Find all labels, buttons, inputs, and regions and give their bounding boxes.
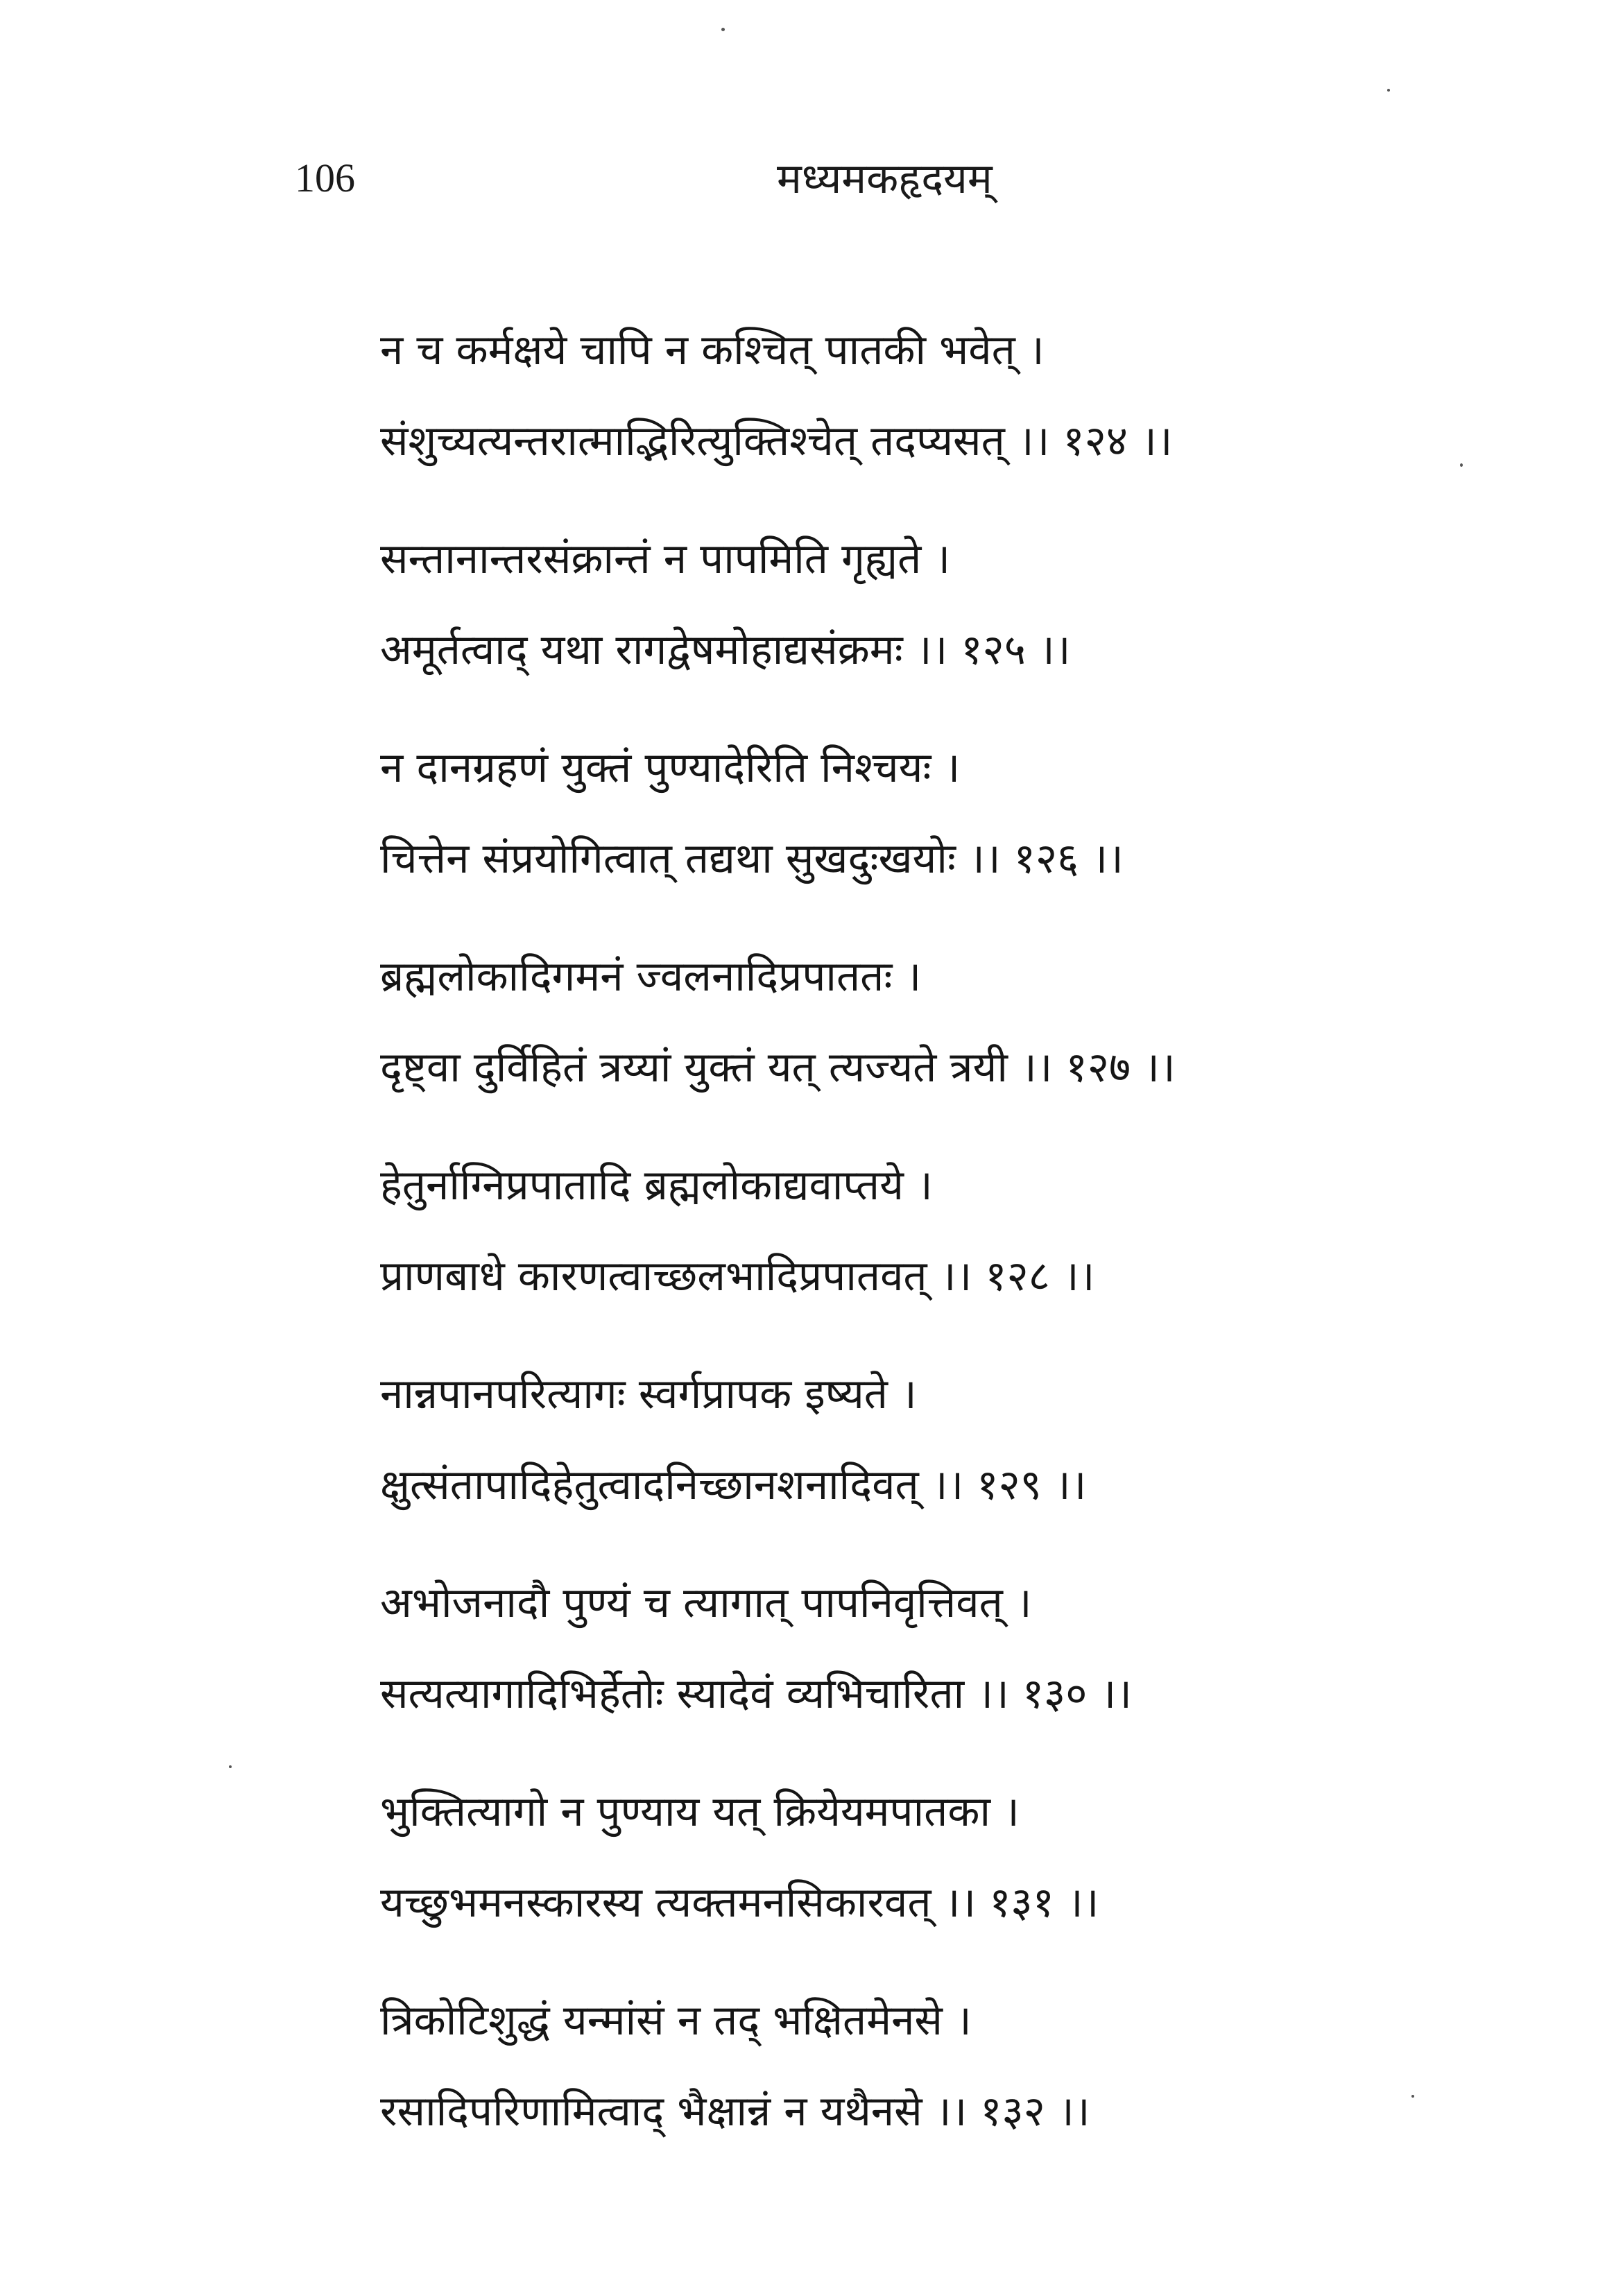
- verse-line: ब्रह्मलोकादिगमनं ज्वलनादिप्रपाततः ।: [380, 952, 922, 1001]
- verse-131: [380, 1767, 1462, 1976]
- verse-line: त्रिकोटिशुद्धं यन्मांसं न तद् भक्षितमेनसे ।: [380, 1996, 972, 2045]
- scan-speck: [1411, 2095, 1414, 2098]
- running-title: मध्यमकहृदयम्: [777, 155, 993, 203]
- scan-speck: [721, 28, 725, 31]
- verse-126: [380, 723, 1462, 932]
- verse-line: सन्तानान्तरसंक्रान्तं न पापमिति गृह्यते ।: [380, 535, 951, 583]
- verse-line: सत्यत्यागादिभिर्हेतोः स्यादेवं व्यभिचारिता ।। १३० ।।: [380, 1670, 1132, 1718]
- verse-line: यच्छुभमनस्कारस्य त्यक्तमनसिकारवत् ।। १३१ ।।: [380, 1878, 1099, 1927]
- verse-130: [380, 1558, 1462, 1767]
- verse-line: प्राणबाधे कारणत्वाच्छलभादिप्रपातवत् ।। १२८ ।।: [380, 1252, 1095, 1301]
- verse-line: दृष्ट्वा दुर्विहितं त्रय्यां युक्तं यत् त्यज्यते त्रयी ।। १२७ ।।: [380, 1043, 1176, 1092]
- verse-line: नान्नपानपरित्यागः स्वर्गप्रापक इष्यते ।: [380, 1370, 917, 1419]
- verse-128: [380, 1140, 1462, 1349]
- verse-125: [380, 514, 1462, 723]
- verse-129: [380, 1349, 1462, 1558]
- scan-speck: [1387, 89, 1390, 92]
- verse-line: संशुच्यत्यन्तरात्माद्भिरित्युक्तिश्चेत् तदप्यसत् ।। १२४ ।।: [380, 417, 1173, 465]
- verse-line: हेतुर्नाग्निप्रपातादि ब्रह्मलोकाद्यवाप्तये ।: [380, 1161, 933, 1210]
- verse-124: [380, 305, 1462, 514]
- scan-speck: [229, 1765, 232, 1768]
- verse-line: न दानग्रहणं युक्तं पुण्यादेरिति निश्चयः ।: [380, 744, 961, 792]
- verse-line: चित्तेन संप्रयोगित्वात् तद्यथा सुखदुःखयोः ।। १२६ ।।: [380, 834, 1124, 883]
- verse-132: [380, 1976, 1462, 2184]
- verse-line: अभोजनादौ पुण्यं च त्यागात् पापनिवृत्तिवत् ।: [380, 1579, 1032, 1627]
- verse-line: क्षुत्संतापादिहेतुत्वादनिच्छानशनादिवत् ।। १२९ ।।: [380, 1461, 1087, 1509]
- verse-line: अमूर्तत्वाद् यथा रागद्वेषमोहाद्यसंक्रमः ।। १२५ ।।: [380, 626, 1071, 674]
- scan-speck: [1460, 463, 1463, 467]
- verse-list: [380, 305, 1462, 2184]
- verse-line: भुक्तित्यागो न पुण्याय यत् क्रियेयमपातका ।: [380, 1788, 1020, 1836]
- page-number: 106: [295, 155, 355, 200]
- verse-line: रसादिपरिणामित्वाद् भैक्षान्नं न यथैनसे ।। १३२ ।।: [380, 2087, 1090, 2136]
- verse-127: [380, 932, 1462, 1140]
- verse-line: न च कर्मक्षये चापि न कश्चित् पातकी भवेत् ।: [380, 326, 1045, 375]
